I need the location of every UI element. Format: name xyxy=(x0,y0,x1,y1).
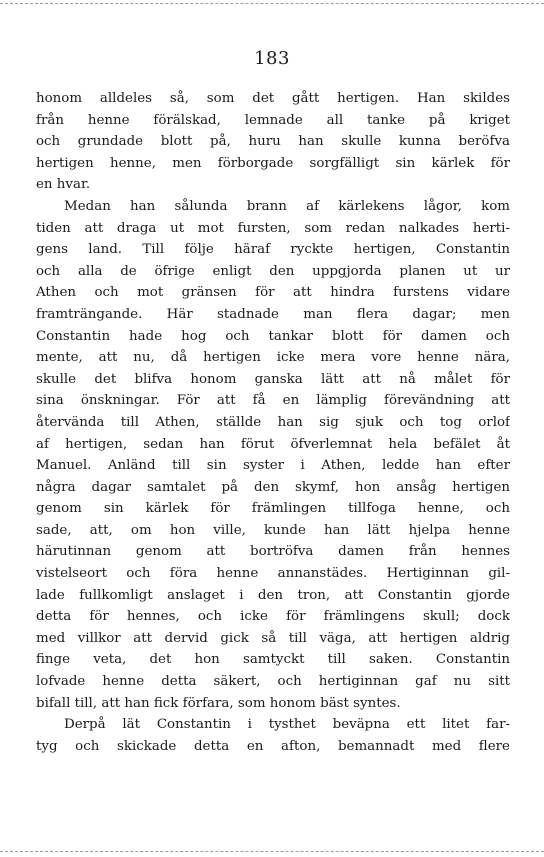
text-line: bifall till, att han fick förfara, som honom bäst syntes. xyxy=(36,695,401,711)
text-line: Manuel. Anländ till sin syster i Athen, ledde han efter xyxy=(36,458,510,474)
text-line: detta för hennes, och icke för främlingens skull; dock xyxy=(36,609,510,625)
text-line: tyg och skickade detta en afton, bemannadt med flere xyxy=(36,738,510,754)
text-line: mente, att nu, då hertigen icke mera vore henne nära, xyxy=(36,350,510,366)
text-line: Medan han sålunda brann af kärlekens lågor, kom xyxy=(64,198,510,214)
text-line: gens land. Till följe häraf ryckte hertigen, Constantin xyxy=(36,242,510,258)
text-line: och alla de öfrige enligt den uppgjorda planen ut ur xyxy=(36,263,510,279)
text-line: lofvade henne detta säkert, och hertiginnan gaf nu sitt xyxy=(36,674,510,690)
text-line: härutinnan genom att bortröfva damen från hennes xyxy=(36,544,510,560)
text-line: Constantin hade hog och tankar blott för damen och xyxy=(36,328,510,344)
page-top-edge xyxy=(0,3,544,4)
text-line: Derpå lät Constantin i tysthet beväpna ett litet far- xyxy=(64,717,510,733)
text-line: hertigen henne, men förborgade sorgfälligt sin kärlek för xyxy=(36,155,510,171)
text-line: honom alldeles så, som det gått hertigen. Han skildes xyxy=(36,91,510,106)
text-line: tiden att draga ut mot fursten, som redan nalkades herti- xyxy=(36,220,510,236)
text-line: Athen och mot gränsen för att hindra furstens vidare xyxy=(36,285,510,301)
page-number: 183 xyxy=(254,48,290,69)
text-line: af hertigen, sedan han förut öfverlemnat hela befälet åt xyxy=(36,436,510,452)
text-line: sade, att, om hon ville, kunde han lätt hjelpa henne xyxy=(36,522,510,538)
text-line: återvända till Athen, ställde han sig sjuk och tog orlof xyxy=(36,414,510,430)
text-line: vistelseort och föra henne annanstädes. Hertiginnan gil- xyxy=(36,566,510,582)
text-line: lade fullkomligt anslaget i den tron, att Constantin gjorde xyxy=(36,587,510,603)
text-line: några dagar samtalet på den skymf, hon ansåg hertigen xyxy=(36,479,510,495)
text-line: från henne förälskad, lemnade all tanke på kriget xyxy=(36,112,510,128)
text-line: med villkor att dervid gick så till väga, att hertigen aldrig xyxy=(36,630,510,646)
text-line: framträngande. Här stadnade man flera dagar; men xyxy=(36,306,510,322)
text-line: skulle det blifva honom ganska lätt att nå målet för xyxy=(36,371,510,387)
text-line: genom sin kärlek för främlingen tillfoga henne, och xyxy=(36,501,510,517)
page-bottom-edge xyxy=(0,851,544,852)
text-line: sina önskningar. För att få en lämplig förevändning att xyxy=(36,393,510,409)
text-line: en hvar. xyxy=(36,177,91,193)
text-line: och grundade blott på, huru han skulle kunna beröfva xyxy=(36,134,510,150)
body-text xyxy=(36,88,510,757)
text-line: finge veta, det hon samtyckt till saken. Constantin xyxy=(36,652,510,668)
